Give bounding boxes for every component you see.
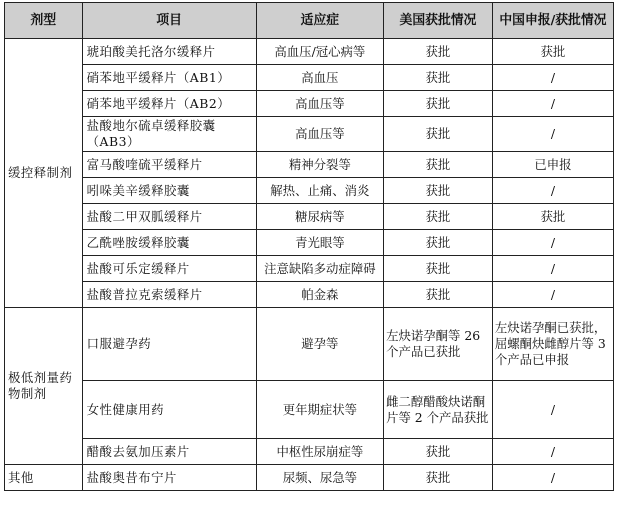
item-cell: 硝苯地平缓释片（AB2） bbox=[82, 91, 256, 117]
cn-status-cell: 获批 bbox=[492, 39, 613, 65]
cn-status-cell: / bbox=[492, 465, 613, 491]
table-row bbox=[5, 178, 614, 204]
cn-status-cell: / bbox=[492, 282, 613, 308]
table-row bbox=[5, 91, 614, 117]
us-status-cell: 获批 bbox=[384, 65, 493, 91]
header-indication: 适应症 bbox=[256, 3, 383, 39]
table-row bbox=[5, 39, 614, 65]
table-row bbox=[5, 282, 614, 308]
indication-cell: 糖尿病等 bbox=[256, 204, 383, 230]
us-status-cell: 获批 bbox=[384, 230, 493, 256]
indication-cell: 避孕等 bbox=[256, 308, 383, 381]
cn-status-cell: / bbox=[492, 381, 613, 439]
header-type: 剂型 bbox=[5, 3, 83, 39]
item-cell: 醋酸去氨加压素片 bbox=[82, 439, 256, 465]
item-cell: 富马酸喹硫平缓释片 bbox=[82, 152, 256, 178]
us-status-cell: 获批 bbox=[384, 152, 493, 178]
header-us-status: 美国获批情况 bbox=[384, 3, 493, 39]
header-item: 项目 bbox=[82, 3, 256, 39]
table-header-row bbox=[5, 3, 614, 39]
category-cell: 缓控释制剂 bbox=[5, 39, 83, 308]
table-row bbox=[5, 117, 614, 152]
us-status-cell: 获批 bbox=[384, 39, 493, 65]
cn-status-cell: 已申报 bbox=[492, 152, 613, 178]
table-row bbox=[5, 152, 614, 178]
item-cell: 吲哚美辛缓释胶囊 bbox=[82, 178, 256, 204]
cn-status-cell: / bbox=[492, 230, 613, 256]
us-status-cell: 获批 bbox=[384, 204, 493, 230]
item-cell: 盐酸二甲双胍缓释片 bbox=[82, 204, 256, 230]
item-cell: 女性健康用药 bbox=[82, 381, 256, 439]
table-row bbox=[5, 65, 614, 91]
table-row bbox=[5, 256, 614, 282]
table-row bbox=[5, 230, 614, 256]
indication-cell: 高血压等 bbox=[256, 91, 383, 117]
cn-status-cell: 左炔诺孕酮已获批，屈螺酮炔雌醇片等 3 个产品已申报 bbox=[492, 308, 613, 381]
item-cell: 盐酸奥昔布宁片 bbox=[82, 465, 256, 491]
drug-approval-table bbox=[4, 2, 614, 491]
item-cell: 琥珀酸美托洛尔缓释片 bbox=[82, 39, 256, 65]
us-status-cell: 左炔诺孕酮等 26 个产品已获批 bbox=[384, 308, 493, 381]
table-row bbox=[5, 439, 614, 465]
indication-cell: 注意缺陷多动症障碍 bbox=[256, 256, 383, 282]
category-cell: 极低剂量药物制剂 bbox=[5, 308, 83, 465]
us-status-cell: 获批 bbox=[384, 256, 493, 282]
indication-cell: 中枢性尿崩症等 bbox=[256, 439, 383, 465]
indication-cell: 高血压等 bbox=[256, 117, 383, 152]
indication-cell: 尿频、尿急等 bbox=[256, 465, 383, 491]
table-row bbox=[5, 381, 614, 439]
category-cell: 其他 bbox=[5, 465, 83, 491]
us-status-cell: 获批 bbox=[384, 282, 493, 308]
table-row bbox=[5, 204, 614, 230]
indication-cell: 精神分裂等 bbox=[256, 152, 383, 178]
us-status-cell: 获批 bbox=[384, 91, 493, 117]
cn-status-cell: / bbox=[492, 439, 613, 465]
table-row bbox=[5, 465, 614, 491]
us-status-cell: 获批 bbox=[384, 465, 493, 491]
item-cell: 口服避孕药 bbox=[82, 308, 256, 381]
item-cell: 乙酰唑胺缓释胶囊 bbox=[82, 230, 256, 256]
cn-status-cell: / bbox=[492, 65, 613, 91]
indication-cell: 解热、止痛、消炎 bbox=[256, 178, 383, 204]
cn-status-cell: / bbox=[492, 256, 613, 282]
item-cell: 盐酸地尔硫卓缓释胶囊（AB3） bbox=[82, 117, 256, 152]
indication-cell: 更年期症状等 bbox=[256, 381, 383, 439]
us-status-cell: 获批 bbox=[384, 439, 493, 465]
cn-status-cell: / bbox=[492, 117, 613, 152]
indication-cell: 青光眼等 bbox=[256, 230, 383, 256]
header-cn-status: 中国申报/获批情况 bbox=[492, 3, 613, 39]
indication-cell: 高血压/冠心病等 bbox=[256, 39, 383, 65]
cn-status-cell: 获批 bbox=[492, 204, 613, 230]
item-cell: 盐酸可乐定缓释片 bbox=[82, 256, 256, 282]
cn-status-cell: / bbox=[492, 91, 613, 117]
us-status-cell: 获批 bbox=[384, 178, 493, 204]
indication-cell: 帕金森 bbox=[256, 282, 383, 308]
cn-status-cell: / bbox=[492, 178, 613, 204]
indication-cell: 高血压 bbox=[256, 65, 383, 91]
item-cell: 硝苯地平缓释片（AB1） bbox=[82, 65, 256, 91]
us-status-cell: 雌二醇醋酸炔诺酮片等 2 个产品获批 bbox=[384, 381, 493, 439]
us-status-cell: 获批 bbox=[384, 117, 493, 152]
item-cell: 盐酸普拉克索缓释片 bbox=[82, 282, 256, 308]
table-row bbox=[5, 308, 614, 381]
